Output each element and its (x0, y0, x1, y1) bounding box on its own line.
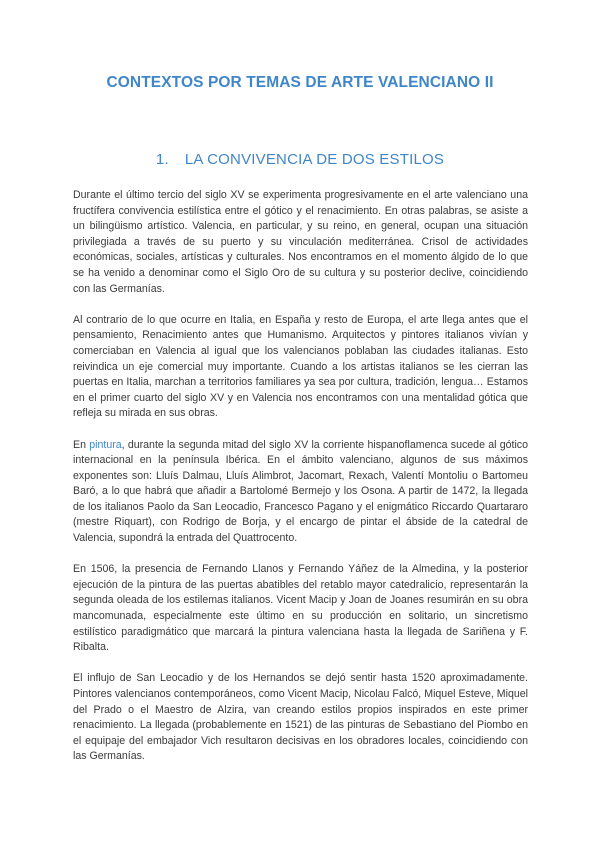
paragraph (73, 438, 528, 547)
paragraph: En 1506, la presencia de Fernando Llanos y Fernando Yáñez de la Almedina, y la posterior ejecución de la pintura de las puertas abatibles del retablo mayor catedralicio, representarán la segunda oleada de los estilemas italianos. Vicent Macip y Joan de Joanes resumirán en su obra mancomunada, especialmente este último en su producción en solitario, un sincretismo estilístico paradigmático que marcará la pintura valenciana hasta la llegada de Sariñena y F. Ribalta. (73, 563, 528, 654)
keyword-highlight: pintura (89, 438, 122, 451)
section-number: 1. (155, 151, 169, 168)
paragraph: Durante el último tercio del siglo XV se experimenta progresivamente en el arte valenciano una fructífera convivencia estilística entre el gótico y el renacimiento. En otras palabras, se asiste a un bilingüismo artístico. Valencia, en particular, y su reino, en general, ocupan una situación privilegiada a través de su puerto y su vinculación mediterránea. Crisol de actividades económicas, sociales, artísticas y culturales. Nos encontramos en el momento álgido de lo que se ha venido a denominar como el Siglo Oro de su cultura y su posterior declive, coincidiendo con las Germanías. (73, 189, 528, 295)
paragraph-text: , durante la segunda mitad del siglo XV la corriente hispanoflamenca sucede al gótico internacional en la península Ibérica. En el ámbito valenciano, algunos de sus máximos exponentes son: Lluís Dalmau, Lluís Alimbrot, Jacomart, Rexach, Valentí Montoliu o Bartomeu Baró, a lo que habrá que añadir a Bartolomé Bermejo y los Osona. A partir de 1472, la llegada de los italianos Paolo da San Leocadio, Francesco Pagano y el enigmático Riccardo Quartararo (mestre Riquart), con Rodrigo de Borja, y el encargo de pintar el ábside de la catedral de Valencia, supondrá la entrada del Quattrocento. (73, 438, 528, 545)
document-title: CONTEXTOS POR TEMAS DE ARTE VALENCIANO II (106, 74, 494, 91)
section-title: LA CONVIVENCIA DE DOS ESTILOS (184, 151, 445, 168)
section-heading (0, 151, 600, 168)
paragraph: Al contrario de lo que ocurre en Italia, en España y resto de Europa, el arte llega antes que el pensamiento, Renacimiento antes que Humanismo. Arquitectos y pintores italianos vivían y comerciaban en Valencia al igual que los valencianos poblaban las ciudades italianas. Esto reivindica un eje comercial muy importante. Cuando a los artistas italianos se les cierran las puertas en Italia, marchan a territorios familiares ya sea por cultura, tradición, lengua… Estamos en el primer cuarto del siglo XV y en Valencia nos encontramos con una mentalidad gótica que refleja su mirada en sus obras. (73, 313, 528, 420)
paragraph: El influjo de San Leocadio y de los Hernandos se dejó sentir hasta 1520 aproximadamente. Pintores valencianos contemporáneos, como Vicent Macip, Nicolau Falcó, Miquel Esteve, Miquel del Prado o el Maestro de Alzira, van creando estilos propios inspirados en este primer renacimiento. La llegada (probablemente en 1521) de las pinturas de Sebastiano del Piombo en el equipaje del embajador Vich resultaron decisivas en los obradores locales, coincidiendo con las Germanías. (73, 672, 528, 763)
paragraph-lead: En (73, 438, 90, 451)
document-body (73, 188, 528, 781)
